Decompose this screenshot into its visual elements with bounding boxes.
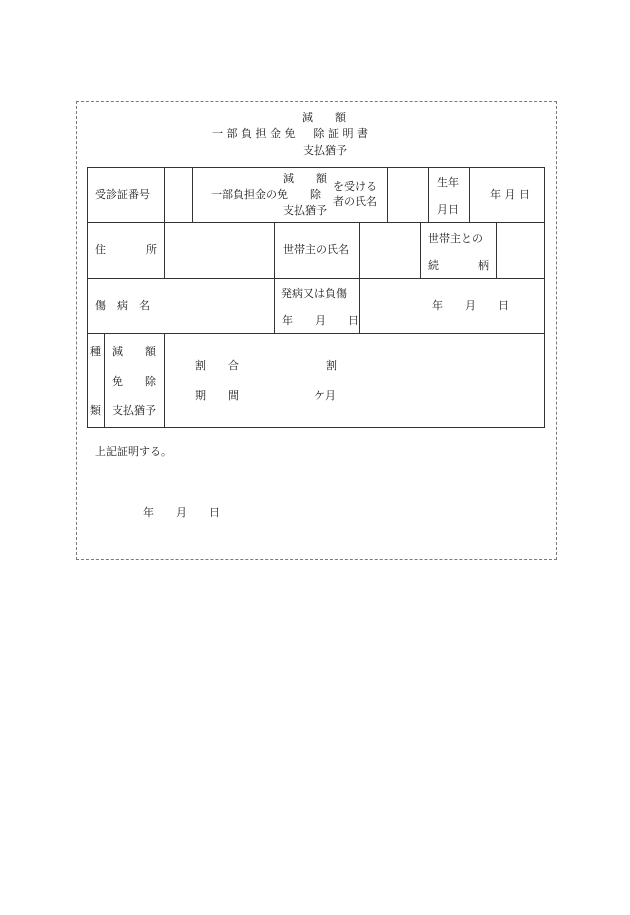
address-label-a: 住 bbox=[95, 243, 106, 256]
address-label-b: 所 bbox=[146, 243, 157, 256]
disease-label: 傷 病 名 bbox=[95, 299, 150, 312]
exam-number-field[interactable] bbox=[165, 168, 192, 222]
name-header-suffix-1: を受ける bbox=[333, 180, 377, 193]
birth-label-top: 生年 bbox=[437, 176, 459, 189]
title-line-3: 支払猶予 bbox=[303, 144, 347, 157]
ratio-label: 割 合 bbox=[195, 359, 239, 372]
period-unit: ケ月 bbox=[314, 389, 336, 402]
relation-label-bottom-a: 続 bbox=[428, 259, 439, 272]
onset-label-top: 発病又は負傷 bbox=[281, 287, 347, 300]
relation-label-top: 世帯主との bbox=[428, 232, 483, 245]
title-line-1: 減 額 bbox=[302, 111, 346, 124]
relation-field[interactable] bbox=[497, 223, 544, 278]
address-field[interactable] bbox=[165, 223, 274, 278]
name-header-line-1: 減 額 bbox=[283, 172, 327, 185]
name-header-line-3: 支払猶予 bbox=[283, 204, 327, 217]
birth-date-value[interactable]: 年 月 日 bbox=[490, 188, 530, 201]
kind-label-bottom: 類 bbox=[90, 404, 101, 417]
birth-label-bottom: 月日 bbox=[437, 203, 459, 216]
certify-text: 上記証明する。 bbox=[95, 445, 172, 458]
issue-date[interactable]: 年 月 日 bbox=[143, 506, 220, 519]
name-header-suffix-2: 者の氏名 bbox=[333, 195, 377, 208]
exam-number-label: 受診証番号 bbox=[95, 188, 150, 201]
option-exemption[interactable]: 免 除 bbox=[112, 375, 156, 388]
title-line-2: 一 部 負 担 金 免 除 証 明 書 bbox=[212, 127, 368, 140]
householder-label: 世帯主の氏名 bbox=[283, 243, 349, 256]
period-label: 期 間 bbox=[195, 389, 239, 402]
kind-label-top: 種 bbox=[90, 345, 101, 358]
disease-field[interactable] bbox=[165, 279, 274, 333]
option-deferral[interactable]: 支払猶予 bbox=[112, 404, 156, 417]
onset-label-bottom: 年 月 日 bbox=[282, 314, 359, 327]
relation-label-bottom-b: 柄 bbox=[478, 259, 489, 272]
name-header-line-2: 一部負担金の免 除 bbox=[211, 188, 321, 201]
onset-date-value[interactable]: 年 月 日 bbox=[432, 299, 509, 312]
ratio-unit: 割 bbox=[326, 359, 337, 372]
name-value-field[interactable] bbox=[388, 168, 428, 222]
householder-field[interactable] bbox=[360, 223, 420, 278]
option-reduction[interactable]: 減 額 bbox=[112, 345, 156, 358]
